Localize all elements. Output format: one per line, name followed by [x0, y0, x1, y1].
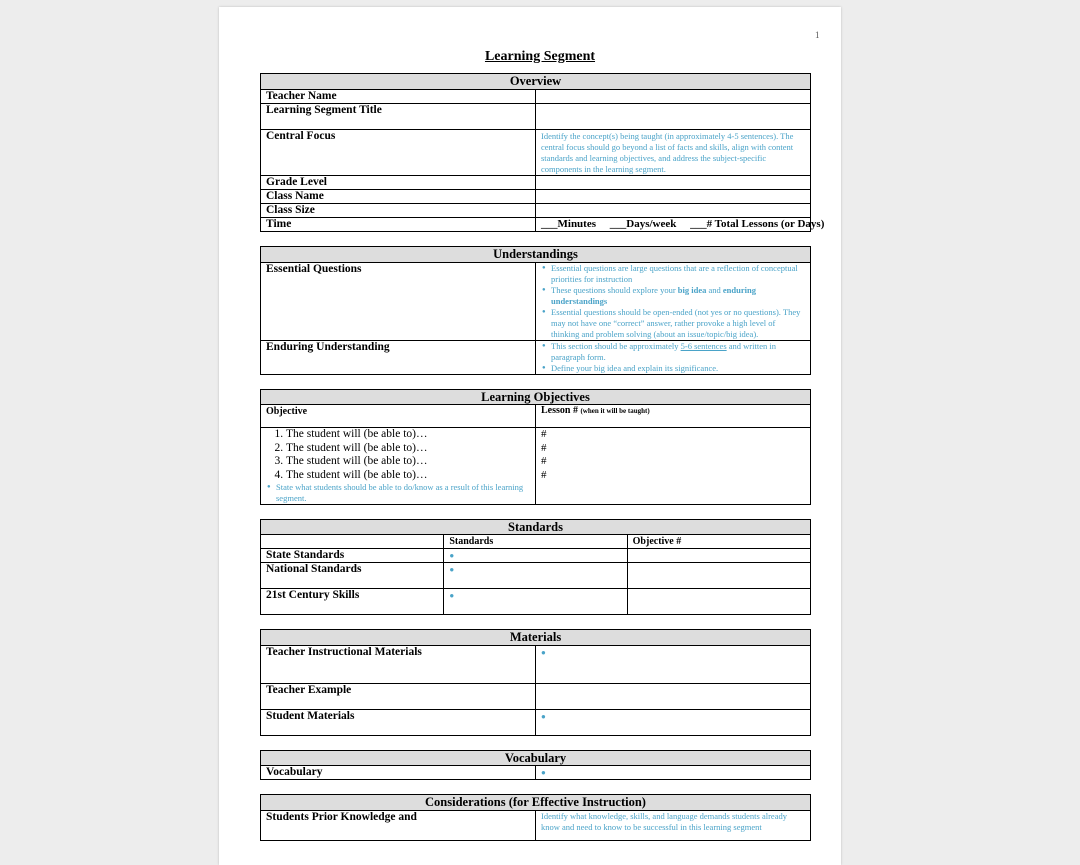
row-label: National Standards: [261, 563, 444, 589]
vocabulary-table: [260, 750, 811, 780]
prior-knowledge-field[interactable]: Identify what knowledge, skills, and language demands students already know and need to know to be successful in this learning segment: [536, 811, 811, 841]
hint-item: ● Essential questions are large questions that are a reflection of conceptual priorities for instruction: [551, 263, 805, 285]
objective-item: 1. The student will (be able to)…: [286, 428, 530, 442]
lesson-label: Lesson #: [541, 405, 578, 416]
hint-text: and: [706, 285, 723, 295]
row-label: Student Materials: [261, 710, 536, 736]
hint-link: 5-6 sentences: [680, 341, 727, 351]
row-label: Class Size: [261, 204, 536, 218]
objectives-table: [260, 389, 811, 505]
lesson-mark: #: [541, 455, 547, 467]
lesson-column-header: [536, 405, 811, 428]
hint-text: These questions should explore your: [551, 285, 678, 295]
teacher-materials-field[interactable]: ●: [536, 646, 811, 684]
considerations-table: [260, 794, 811, 841]
overview-header: Overview: [261, 74, 811, 90]
row-label: Essential Questions: [261, 263, 536, 341]
row-label: Vocabulary: [261, 766, 536, 780]
row-label: Students Prior Knowledge and: [261, 811, 536, 841]
document-title: Learning Segment: [484, 49, 596, 64]
row-label: Time: [261, 218, 536, 232]
empty-cell: [261, 535, 444, 549]
materials-header: Materials: [261, 630, 811, 646]
objective-item: 4. The student will (be able to)…: [286, 469, 530, 483]
hint-item: ● Define your big idea and explain its significance.: [551, 363, 805, 374]
overview-table: [260, 73, 825, 232]
objective-number-field[interactable]: [627, 589, 810, 615]
objective-number-field[interactable]: [627, 549, 810, 563]
state-standards-field[interactable]: ●: [444, 549, 627, 563]
objective-item: 3. The student will (be able to)…: [286, 455, 530, 469]
time-field[interactable]: ___Minutes ___Days/week ___# Total Lessons (or Days): [536, 218, 811, 232]
hint-bold: enduring understandings: [551, 285, 756, 306]
row-label: Grade Level: [261, 176, 536, 190]
row-label: Teacher Name: [261, 90, 536, 104]
hint-text: This section should be approximately: [551, 341, 681, 351]
hint-item: [551, 341, 805, 363]
row-label: Central Focus: [261, 130, 536, 176]
lesson-mark: #: [541, 468, 547, 481]
teacher-example-field[interactable]: [536, 684, 811, 710]
objective-item: 2. The student will (be able to)…: [286, 442, 530, 456]
row-label: Teacher Example: [261, 684, 536, 710]
century-skills-field[interactable]: ●: [444, 589, 627, 615]
essential-questions-field[interactable]: [536, 263, 811, 341]
row-label: Enduring Understanding: [261, 341, 536, 375]
national-standards-field[interactable]: ●: [444, 563, 627, 589]
enduring-understanding-field[interactable]: [536, 341, 811, 375]
understandings-table: [260, 246, 811, 375]
objective-column-header: Objective: [261, 405, 536, 428]
page-number: 1: [815, 30, 820, 40]
standards-table: [260, 519, 811, 615]
vocabulary-field[interactable]: ●: [536, 766, 811, 780]
class-name-field[interactable]: [536, 190, 811, 204]
row-label: Teacher Instructional Materials: [261, 646, 536, 684]
hint-text: and written in paragraph form.: [551, 341, 776, 362]
central-focus-field[interactable]: Identify the concept(s) being taught (in approximately 4-5 sentences). The central focus should go beyond a list of facts and skills, align with content standards and learning objectives, and address the subject-specific components in the learning segment.: [536, 130, 811, 176]
row-label: State Standards: [261, 549, 444, 563]
standards-header: Standards: [261, 520, 811, 535]
teacher-name-field[interactable]: [536, 90, 811, 104]
hint-bold: big idea: [677, 285, 707, 295]
student-materials-field[interactable]: ●: [536, 710, 811, 736]
objective-number-field[interactable]: [627, 563, 810, 589]
objectives-list-cell[interactable]: [261, 428, 536, 505]
segment-title-field[interactable]: [536, 104, 811, 130]
considerations-header: Considerations (for Effective Instruction): [261, 795, 811, 811]
lesson-mark: #: [541, 428, 547, 440]
row-label: Class Name: [261, 190, 536, 204]
hint-item: ● State what students should be able to do/know as a result of this learning segment.: [276, 482, 530, 504]
understandings-header: Understandings: [261, 247, 811, 263]
hint-item: [551, 285, 805, 307]
materials-table: [260, 629, 811, 736]
objectives-header: Learning Objectives: [261, 390, 811, 405]
grade-level-field[interactable]: [536, 176, 811, 190]
objective-number-header: Objective #: [627, 535, 810, 549]
row-label: Learning Segment Title: [261, 104, 536, 130]
lesson-note: (when it will be taught): [580, 407, 650, 415]
class-size-field[interactable]: [536, 204, 811, 218]
standards-column-header: Standards: [444, 535, 627, 549]
lesson-numbers-cell[interactable]: [536, 428, 811, 505]
document-body: [260, 0, 825, 865]
row-label: 21st Century Skills: [261, 589, 444, 615]
vocabulary-header: Vocabulary: [261, 751, 811, 766]
hint-item: ● Essential questions should be open-ended (not yes or no questions). They may not have one “correct” answer, rather provoke a high level of thinking and problem solving (about an issue/topic/big idea).: [551, 307, 805, 340]
lesson-mark: #: [541, 441, 547, 454]
